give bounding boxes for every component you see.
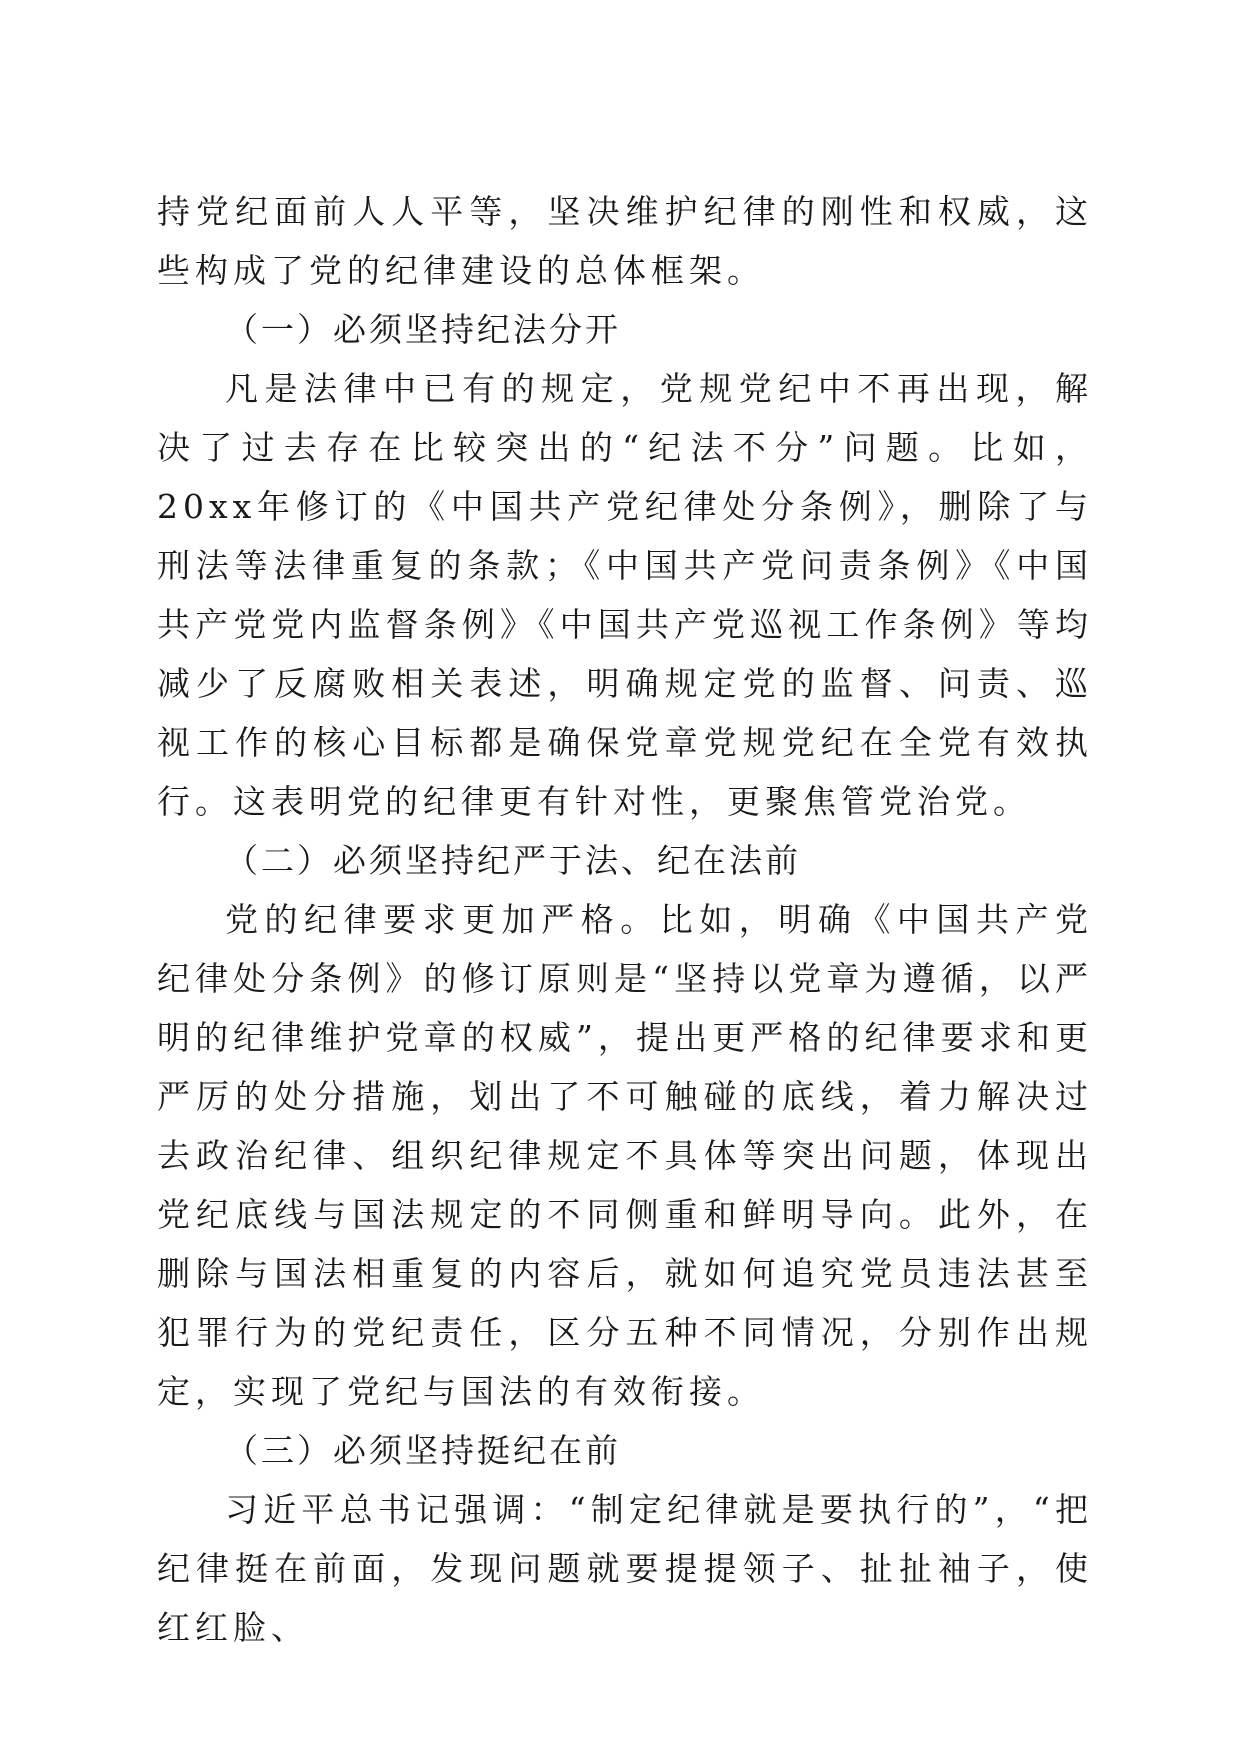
section-heading-2: （二）必须坚持纪严于法、纪在法前 [225,841,801,880]
paragraph-section-1: 凡是法律中已有的规定，党规党纪中不再出现，解决了过去存在比较突出的“纪法不分”问题。比如，20xx年修订的《中国共产党纪律处分条例》，删除了与刑法等法律重复的条款；《中国共产党问责条例》《中国共产党党内监督条例》《中国共产党巡视工作条例》等均减少了反腐败相关表述，明确规定党的监督、问责、巡视工作的核心目标都是确保党章党规党纪在全党有效执行。这表明党的纪律更有针对性，更聚焦管党治党。 [157,369,1093,821]
paragraph-section-2: 党的纪律要求更加严格。比如，明确《中国共产党纪律处分条例》的修订原则是“坚持以党章为遵循，以严明的纪律维护党章的权威”，提出更严格的纪律要求和更严厉的处分措施，划出了不可触碰的底线，着力解决过去政治纪律、组织纪律规定不具体等突出问题，体现出党纪底线与国法规定的不同侧重和鲜明导向。此外，在删除与国法相重复的内容后，就如何追究党员违法甚至犯罪行为的党纪责任，区分五种不同情况，分别作出规定，实现了党纪与国法的有效衔接。 [157,900,1093,1411]
paragraph-section-3: 习近平总书记强调：“制定纪律就是要执行的”，“把纪律挺在前面，发现问题就要提提领子、扯扯袖子，使红红脸、 [157,1490,1093,1647]
section-heading-1: （一）必须坚持纪法分开 [225,310,621,349]
document-body [157,182,1093,1657]
paragraph-continuation: 持党纪面前人人平等，坚决维护纪律的刚性和权威，这些构成了党的纪律建设的总体框架。 [157,192,1093,290]
section-heading-3: （三）必须坚持挺纪在前 [225,1431,621,1470]
